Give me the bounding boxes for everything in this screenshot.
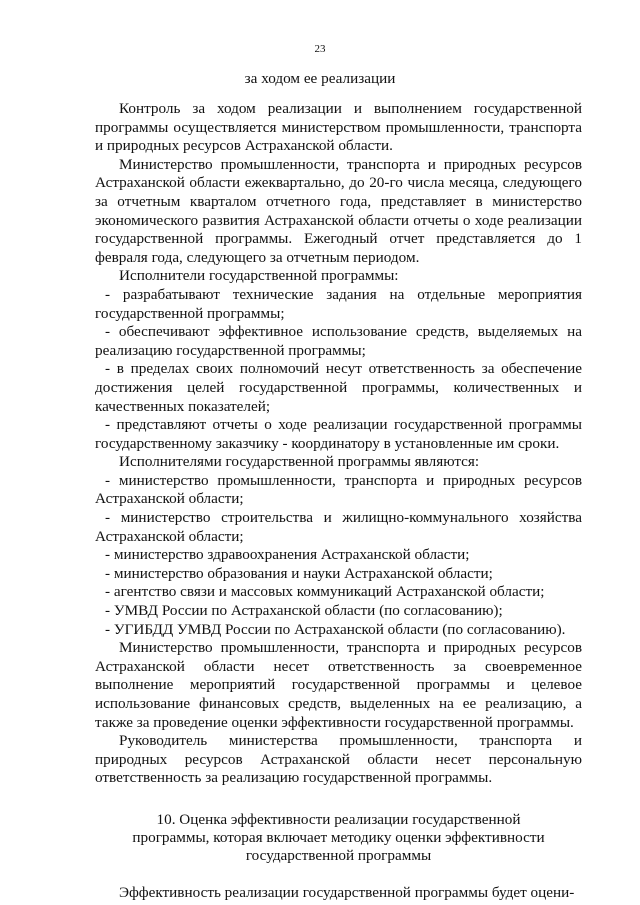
section-10-heading-line: 10. Оценка эффективности реализации государственной <box>156 810 521 828</box>
list-item: - министерство строительства и жилищно-коммунального хозяйства Астраханской области; <box>95 509 582 545</box>
section-10-heading-line: программы, которая включает методику оценки эффективности <box>132 828 545 846</box>
paragraph-efficiency: Эффективность реализации государственной программы будет оцени- <box>119 883 575 901</box>
list-item: - УГИБДД УМВД России по Астраханской области (по согласованию). <box>105 620 566 638</box>
paragraph-personal-responsibility: Руководитель министерства промышленности, транспорта и природных ресурсов Астраханской области несет персональную ответственность за реализацию государственной программы. <box>95 732 582 787</box>
section-heading-continuation: за ходом ее реализации <box>244 70 396 87</box>
list-item: - разрабатывают технические задания на отдельные мероприятия государственной программы; <box>95 285 582 322</box>
list-item: - УМВД России по Астраханской области (по согласованию); <box>105 602 503 620</box>
list-item: - агентство связи и массовых коммуникаций Астраханской области; <box>105 583 545 601</box>
list-item: - министерство образования и науки Астраханской области; <box>105 564 493 582</box>
section-10-heading-line: государственной программы <box>245 846 432 864</box>
list-item: - министерство промышленности, транспорта и природных ресурсов Астраханской области; <box>95 471 582 508</box>
list-item: - в пределах своих полномочий несут ответственность за обеспечение достижения целей государственной программы, количественных и качественных показателей; <box>95 360 582 415</box>
body-text <box>95 100 582 903</box>
paragraph-control: Контроль за ходом реализации и выполнением государственной программы осуществляется министерством промышленности, транспорта и природных ресурсов Астраханской области. <box>95 100 582 155</box>
paragraph-executors-list-intro: Исполнителями государственной программы являются: <box>119 453 480 471</box>
section-10-heading <box>95 811 582 865</box>
paragraph-reporting: Министерство промышленности, транспорта и природных ресурсов Астраханской области ежеквартально, до 20-го числа месяца, следующего за отчетным кварталом отчетного года, представляет в министерство экономического развития Астраханской области отчеты о ходе реализации государственной программы. Ежегодный отчет представляется до 1 февраля года, следующего за отчетным периодом. <box>95 155 582 266</box>
page-number: 23 <box>314 43 326 55</box>
paragraph-responsibility: Министерство промышленности, транспорта и природных ресурсов Астраханской области несет ответственность за своевременное выполнение мероприятий государственной программы и целевое использование финансовых средств, выделенных на ее реализацию, а также за проведение оценки эффективности государственной программы. <box>95 639 582 731</box>
list-item: - обеспечивают эффективное использование средств, выделяемых на реализацию государственной программы; <box>95 323 582 359</box>
list-item: - министерство здравоохранения Астраханской области; <box>105 546 470 564</box>
paragraph-executors-intro: Исполнители государственной программы: <box>119 267 399 285</box>
list-item: - представляют отчеты о ходе реализации государственной программы государственному заказчику - координатору в установленные им сроки. <box>95 416 582 452</box>
